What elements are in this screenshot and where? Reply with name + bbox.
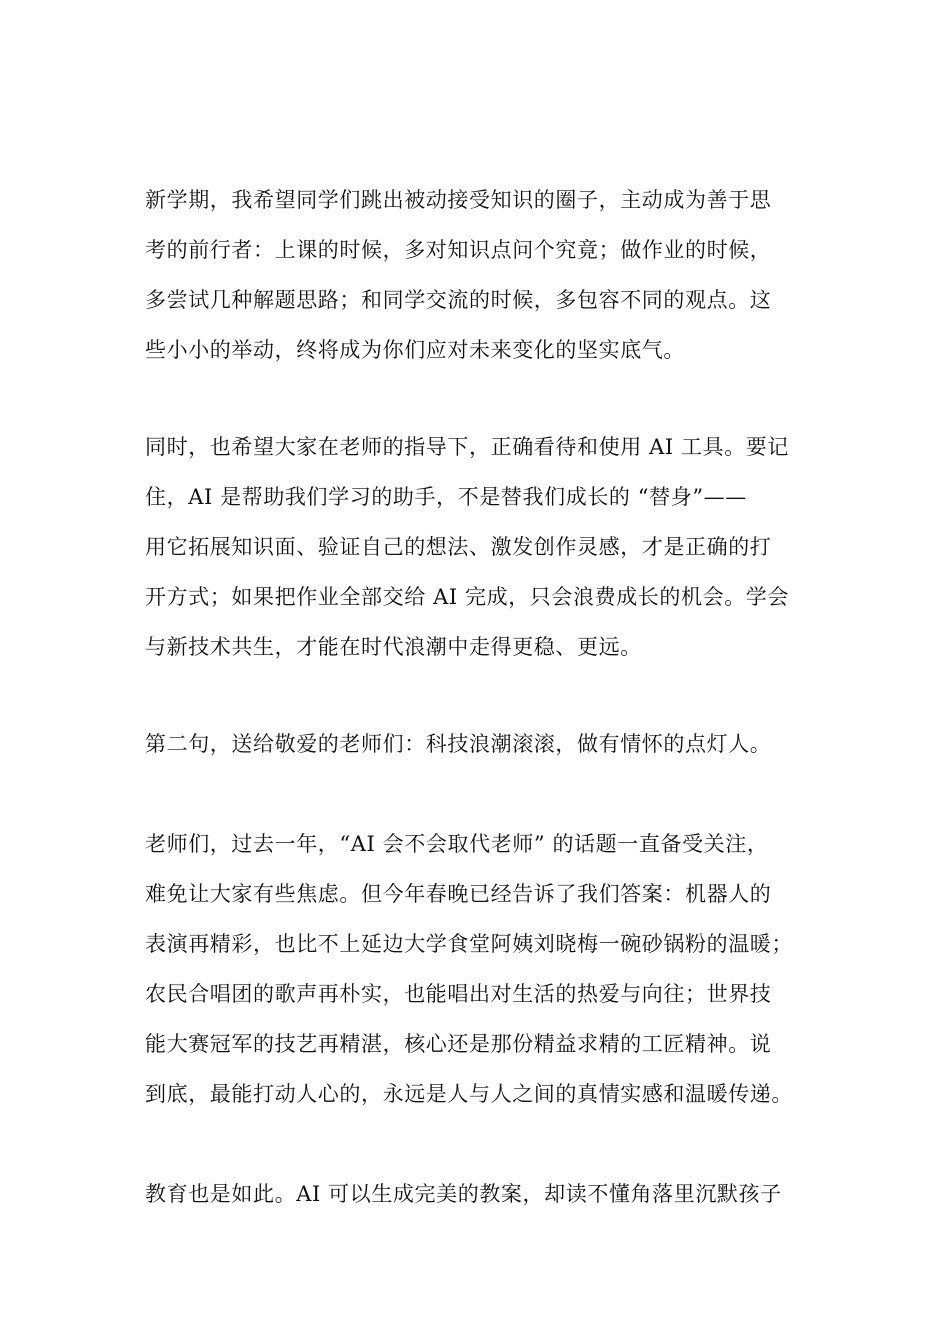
paragraph-1-line-1: 新学期，我希望同学们跳出被动接受知识的圈子，主动成为善于思 xyxy=(145,188,772,212)
paragraph-4-line-1: 老师们，过去一年，“AI 会不会取代老师” 的话题一直备受关注， xyxy=(145,832,769,856)
paragraph-2-line-2: 住，AI 是帮助我们学习的助手，不是替我们成长的 “替身”—— xyxy=(145,485,747,509)
paragraph-1-line-3: 多尝试几种解题思路；和同学交流的时候，多包容不同的观点。这 xyxy=(145,288,772,312)
paragraph-2-line-4: 开方式；如果把作业全部交给 AI 完成，只会浪费成长的机会。学会 xyxy=(145,585,790,609)
paragraph-1-line-2: 考的前行者：上课的时候，多对知识点问个究竟；做作业的时候， xyxy=(145,238,772,262)
paragraph-2-line-5: 与新技术共生，才能在时代浪潮中走得更稳、更远。 xyxy=(145,635,642,659)
paragraph-4-line-5: 能大赛冠军的技艺再精湛，核心还是那份精益求精的工匠精神。说 xyxy=(145,1032,772,1056)
paragraph-4-line-4: 农民合唱团的歌声再朴实，也能唱出对生活的热爱与向往；世界技 xyxy=(145,982,772,1006)
paragraph-2-line-1: 同时，也希望大家在老师的指导下，正确看待和使用 AI 工具。要记 xyxy=(145,435,790,459)
paragraph-4-line-3: 表演再精彩，也比不上延边大学食堂阿姨刘晓梅一碗砂锅粉的温暖； xyxy=(145,932,793,956)
paragraph-4-line-2: 难免让大家有些焦虑。但今年春晚已经告诉了我们答案：机器人的 xyxy=(145,882,772,906)
paragraph-1-line-4: 些小小的举动，终将成为你们应对未来变化的坚实底气。 xyxy=(145,338,685,362)
paragraph-3-line-1: 第二句，送给敬爱的老师们：科技浪潮滚滚，做有情怀的点灯人。 xyxy=(145,732,772,756)
paragraph-5-line-1: 教育也是如此。AI 可以生成完美的教案，却读不懂角落里沉默孩子 xyxy=(145,1182,782,1206)
paragraph-4-line-6: 到底，最能打动人心的，永远是人与人之间的真情实感和温暖传递。 xyxy=(145,1082,793,1106)
paragraph-2-line-3: 用它拓展知识面、验证自己的想法、激发创作灵感，才是正确的打 xyxy=(145,535,772,559)
